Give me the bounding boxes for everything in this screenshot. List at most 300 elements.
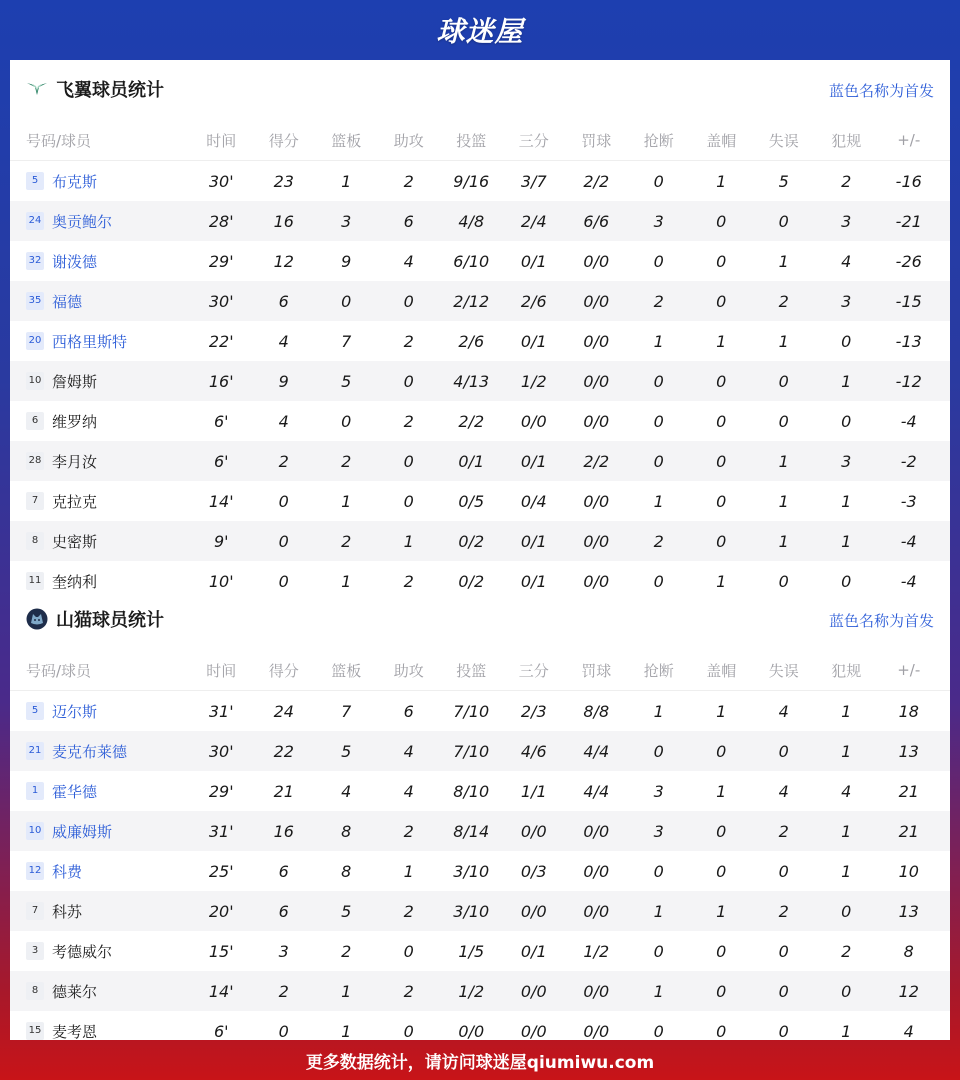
stat-cell-plusminus: 13 [898, 741, 919, 761]
stat-cell-steals: 0 [653, 941, 664, 961]
stat-cell-plusminus: -13 [895, 331, 922, 351]
player-cell [10, 211, 190, 232]
stat-cell-plusminus: -16 [895, 171, 922, 191]
stat-cell-turnovers: 4 [778, 701, 789, 721]
stat-cell-plusminus: -4 [900, 571, 917, 591]
stat-cell-fouls: 0 [841, 901, 852, 921]
stat-cell-steals: 0 [653, 171, 664, 191]
stat-cell-rebounds: 5 [341, 371, 352, 391]
player-cell [10, 901, 190, 922]
stat-cell-assists: 2 [403, 171, 414, 191]
stat-cell-assists: 6 [403, 211, 414, 231]
stat-cell-assists: 0 [403, 371, 414, 391]
lynx-team-icon [26, 608, 48, 630]
table-row [10, 971, 950, 1011]
stat-cell-time: 29' [208, 781, 234, 801]
stat-cell-rebounds: 4 [341, 781, 352, 801]
player-name-link[interactable]: 科苏 [52, 902, 83, 921]
stat-cell-plusminus: 18 [898, 701, 919, 721]
stat-cell-time: 30' [208, 171, 234, 191]
stat-cell-turnovers: 1 [778, 251, 789, 271]
player-name-link[interactable]: 麦克布莱德 [52, 742, 128, 761]
section-title [26, 606, 164, 632]
stat-cell-rebounds: 7 [341, 331, 352, 351]
player-name-link[interactable]: 霍华德 [52, 782, 98, 801]
stat-cell-fouls: 1 [841, 1021, 852, 1041]
player-cell [10, 701, 190, 722]
stat-cell-assists: 1 [403, 861, 414, 881]
player-name-link[interactable]: 詹姆斯 [52, 372, 98, 391]
table-row [10, 361, 950, 401]
footer-text[interactable]: 更多数据统计，请访问球迷屋qiumiwu.com [305, 1052, 655, 1073]
section-header [10, 590, 950, 650]
stat-cell-ft: 0/0 [583, 371, 610, 391]
stat-cell-turnovers: 0 [778, 571, 789, 591]
stat-cell-rebounds: 8 [341, 821, 352, 841]
stat-cell-fouls: 1 [841, 491, 852, 511]
player-name-link[interactable]: 威廉姆斯 [52, 822, 113, 841]
stat-cell-blocks: 0 [716, 211, 727, 231]
player-cell [10, 571, 190, 592]
col-header-fg: 投篮 [456, 131, 487, 150]
stat-cell-blocks: 0 [716, 821, 727, 841]
section-title-text: 山猫球员统计 [56, 610, 164, 631]
stat-cell-ft: 0/0 [583, 1021, 610, 1041]
jersey-number-badge: 8 [26, 982, 44, 1000]
stat-cell-assists: 2 [403, 411, 414, 431]
stat-cell-fg: 0/0 [458, 1021, 485, 1041]
player-name-link[interactable]: 迈尔斯 [52, 702, 98, 721]
stat-cell-fg: 2/6 [458, 331, 485, 351]
stat-cell-fouls: 1 [841, 531, 852, 551]
stat-cell-ft: 2/2 [583, 451, 610, 471]
stat-cell-blocks: 1 [716, 901, 727, 921]
player-cell [10, 821, 190, 842]
stat-cell-assists: 4 [403, 251, 414, 271]
stat-cell-blocks: 0 [716, 491, 727, 511]
stat-cell-ft: 0/0 [583, 571, 610, 591]
stat-cell-steals: 0 [653, 571, 664, 591]
stat-cell-fouls: 0 [841, 981, 852, 1001]
stat-cell-fouls: 1 [841, 701, 852, 721]
stat-cell-3pt: 0/1 [520, 941, 547, 961]
stat-cell-fouls: 3 [841, 211, 852, 231]
stat-cell-blocks: 0 [716, 251, 727, 271]
col-header-points: 得分 [268, 131, 299, 150]
stat-cell-fg: 7/10 [453, 741, 490, 761]
stat-cell-fg: 2/2 [458, 411, 485, 431]
stat-cell-plusminus: -4 [900, 411, 917, 431]
player-name-link[interactable]: 奥贡鲍尔 [52, 212, 113, 231]
table-row [10, 521, 950, 561]
stat-cell-steals: 1 [653, 331, 664, 351]
stat-cell-steals: 1 [653, 981, 664, 1001]
stat-cell-fouls: 0 [841, 411, 852, 431]
table-row [10, 321, 950, 361]
col-header-steals: 抢断 [643, 661, 674, 680]
table-header [10, 120, 950, 161]
col-header-fouls: 犯规 [831, 131, 862, 150]
stat-cell-fouls: 1 [841, 821, 852, 841]
stat-cell-steals: 0 [653, 371, 664, 391]
stat-cell-fg: 0/1 [458, 451, 485, 471]
starter-legend: 蓝色名称为首发 [828, 82, 934, 100]
stat-cell-plusminus: -21 [895, 211, 922, 231]
stat-cell-ft: 0/0 [583, 821, 610, 841]
stat-cell-time: 31' [208, 701, 234, 721]
table-row [10, 771, 950, 811]
stat-cell-points: 4 [278, 331, 289, 351]
table-row [10, 401, 950, 441]
stat-cell-rebounds: 0 [341, 291, 352, 311]
stat-cell-points: 0 [278, 491, 289, 511]
stat-cell-assists: 4 [403, 781, 414, 801]
stat-cell-assists: 6 [403, 701, 414, 721]
stat-cell-points: 0 [278, 571, 289, 591]
player-name-link[interactable]: 维罗纳 [52, 412, 98, 431]
stat-cell-assists: 2 [403, 901, 414, 921]
stat-cell-steals: 0 [653, 451, 664, 471]
jersey-number-badge: 32 [26, 252, 44, 270]
stat-cell-fouls: 3 [841, 451, 852, 471]
col-header-time: 时间 [206, 131, 237, 150]
stat-cell-blocks: 1 [716, 331, 727, 351]
col-header-steals: 抢断 [643, 131, 674, 150]
stat-cell-blocks: 0 [716, 451, 727, 471]
player-cell [10, 781, 190, 802]
jersey-number-badge: 21 [26, 742, 44, 760]
stat-cell-blocks: 0 [716, 861, 727, 881]
stat-cell-fg: 3/10 [453, 901, 490, 921]
stat-cell-points: 0 [278, 1021, 289, 1041]
jersey-number-badge: 5 [26, 172, 44, 190]
stat-cell-3pt: 0/4 [520, 491, 547, 511]
stat-cell-3pt: 4/6 [520, 741, 547, 761]
stat-cell-fg: 3/10 [453, 861, 490, 881]
stat-cell-plusminus: 12 [898, 981, 919, 1001]
jersey-number-badge: 12 [26, 862, 44, 880]
stat-cell-rebounds: 1 [341, 491, 352, 511]
stat-cell-rebounds: 2 [341, 531, 352, 551]
brand-logo[interactable]: 球迷屋 [436, 15, 524, 48]
stat-cell-rebounds: 7 [341, 701, 352, 721]
stat-cell-ft: 0/0 [583, 981, 610, 1001]
stat-cell-plusminus: -4 [900, 531, 917, 551]
player-cell [10, 331, 190, 352]
stat-cell-turnovers: 5 [778, 171, 789, 191]
stat-cell-time: 31' [208, 821, 234, 841]
player-rows [10, 161, 950, 601]
jersey-number-badge: 28 [26, 452, 44, 470]
stat-cell-time: 6' [213, 1021, 229, 1041]
player-name-link[interactable]: 德莱尔 [52, 982, 98, 1001]
stat-cell-3pt: 2/3 [520, 701, 547, 721]
stat-cell-plusminus: 13 [898, 901, 919, 921]
stat-cell-steals: 0 [653, 861, 664, 881]
player-cell [10, 491, 190, 512]
stat-cell-points: 12 [273, 251, 294, 271]
stat-cell-turnovers: 1 [778, 531, 789, 551]
table-row [10, 441, 950, 481]
stat-cell-fouls: 0 [841, 571, 852, 591]
stat-cell-assists: 2 [403, 981, 414, 1001]
stat-cell-3pt: 1/1 [520, 781, 547, 801]
stat-cell-3pt: 2/6 [520, 291, 547, 311]
stat-cell-time: 6' [213, 411, 229, 431]
stat-cell-points: 3 [278, 941, 289, 961]
stat-cell-blocks: 0 [716, 741, 727, 761]
stat-cell-rebounds: 1 [341, 171, 352, 191]
stat-cell-3pt: 0/1 [520, 451, 547, 471]
stat-cell-fouls: 1 [841, 861, 852, 881]
jersey-number-badge: 7 [26, 492, 44, 510]
stat-cell-3pt: 0/0 [520, 411, 547, 431]
stat-cell-3pt: 0/0 [520, 901, 547, 921]
stat-cell-fg: 8/14 [453, 821, 490, 841]
stat-cell-assists: 2 [403, 571, 414, 591]
stat-cell-fg: 0/5 [458, 491, 485, 511]
stat-cell-points: 16 [273, 821, 294, 841]
stat-cell-turnovers: 0 [778, 861, 789, 881]
stat-cell-points: 21 [273, 781, 294, 801]
jersey-number-badge: 6 [26, 412, 44, 430]
stat-cell-steals: 2 [653, 291, 664, 311]
stat-cell-3pt: 0/3 [520, 861, 547, 881]
stat-cell-time: 10' [208, 571, 234, 591]
stat-cell-assists: 0 [403, 491, 414, 511]
jersey-number-badge: 1 [26, 782, 44, 800]
col-header-assists: 助攻 [393, 661, 424, 680]
stat-cell-points: 24 [273, 701, 294, 721]
stat-cell-ft: 8/8 [583, 701, 610, 721]
stat-cell-turnovers: 4 [778, 781, 789, 801]
stat-cell-turnovers: 1 [778, 491, 789, 511]
stat-cell-blocks: 0 [716, 941, 727, 961]
player-name-link[interactable]: 史密斯 [52, 532, 98, 551]
stat-cell-points: 0 [278, 531, 289, 551]
stat-cell-blocks: 1 [716, 701, 727, 721]
jersey-number-badge: 20 [26, 332, 44, 350]
stat-cell-time: 29' [208, 251, 234, 271]
footer-promo[interactable] [0, 1040, 960, 1080]
stat-cell-plusminus: -3 [900, 491, 917, 511]
stat-cell-turnovers: 0 [778, 371, 789, 391]
stat-cell-turnovers: 0 [778, 1021, 789, 1041]
stat-cell-blocks: 0 [716, 371, 727, 391]
stat-cell-ft: 0/0 [583, 531, 610, 551]
stat-cell-fg: 0/2 [458, 571, 485, 591]
stat-cell-fg: 1/5 [458, 941, 485, 961]
stat-cell-points: 6 [278, 291, 289, 311]
player-cell [10, 411, 190, 432]
stat-cell-steals: 0 [653, 1021, 664, 1041]
stat-cell-assists: 0 [403, 1021, 414, 1041]
stat-cell-turnovers: 0 [778, 211, 789, 231]
stat-cell-fg: 2/12 [453, 291, 490, 311]
stat-cell-assists: 0 [403, 941, 414, 961]
stat-cell-rebounds: 3 [341, 211, 352, 231]
stat-cell-plusminus: 10 [898, 861, 919, 881]
stat-cell-time: 22' [208, 331, 234, 351]
starter-legend: 蓝色名称为首发 [828, 612, 934, 630]
player-name-link[interactable]: 克拉克 [52, 492, 98, 511]
col-header-fouls: 犯规 [831, 661, 862, 680]
stat-cell-turnovers: 2 [778, 291, 789, 311]
stat-cell-3pt: 0/0 [520, 1021, 547, 1041]
stat-cell-time: 28' [208, 211, 234, 231]
col-header-ft: 罚球 [581, 131, 612, 150]
stat-cell-fg: 4/8 [458, 211, 485, 231]
stat-cell-plusminus: 4 [903, 1021, 914, 1041]
stat-cell-plusminus: -2 [900, 451, 917, 471]
stat-cell-fouls: 4 [841, 781, 852, 801]
player-name-link[interactable]: 谢泼德 [52, 252, 98, 271]
player-name-link[interactable]: 布克斯 [52, 172, 98, 191]
stats-panel [10, 60, 950, 1040]
stat-cell-time: 30' [208, 741, 234, 761]
stat-cell-rebounds: 8 [341, 861, 352, 881]
stat-cell-blocks: 0 [716, 531, 727, 551]
stat-cell-fouls: 3 [841, 291, 852, 311]
player-cell [10, 861, 190, 882]
section-title [26, 76, 164, 102]
stat-cell-turnovers: 0 [778, 981, 789, 1001]
stat-cell-assists: 1 [403, 531, 414, 551]
stat-cell-plusminus: -15 [895, 291, 922, 311]
player-name-link[interactable]: 福德 [52, 292, 83, 311]
jersey-number-badge: 11 [26, 572, 44, 590]
player-name-link[interactable]: 西格里斯特 [52, 332, 128, 351]
stat-cell-steals: 3 [653, 781, 664, 801]
stat-cell-fg: 6/10 [453, 251, 490, 271]
table-row [10, 161, 950, 201]
jersey-number-badge: 35 [26, 292, 44, 310]
col-header-plusminus: +/- [897, 661, 921, 679]
stat-cell-3pt: 0/1 [520, 571, 547, 591]
stat-cell-3pt: 3/7 [520, 171, 547, 191]
stat-cell-points: 22 [273, 741, 294, 761]
jersey-number-badge: 5 [26, 702, 44, 720]
stat-cell-3pt: 0/1 [520, 531, 547, 551]
player-name-link[interactable]: 奎纳利 [52, 572, 98, 591]
stat-cell-rebounds: 1 [341, 981, 352, 1001]
stat-cell-3pt: 0/1 [520, 331, 547, 351]
stat-cell-points: 6 [278, 901, 289, 921]
player-cell [10, 291, 190, 312]
stat-cell-turnovers: 2 [778, 821, 789, 841]
team-section-lynx [10, 590, 950, 1051]
stat-cell-ft: 6/6 [583, 211, 610, 231]
player-cell [10, 531, 190, 552]
stat-cell-time: 9' [213, 531, 229, 551]
stat-cell-ft: 0/0 [583, 291, 610, 311]
player-cell [10, 941, 190, 962]
stat-cell-points: 4 [278, 411, 289, 431]
stat-cell-fouls: 1 [841, 741, 852, 761]
col-header-assists: 助攻 [393, 131, 424, 150]
stat-cell-blocks: 0 [716, 981, 727, 1001]
jersey-number-badge: 10 [26, 822, 44, 840]
stat-cell-fg: 4/13 [453, 371, 490, 391]
col-header-rebounds: 篮板 [331, 131, 362, 150]
col-header-plusminus: +/- [897, 131, 921, 149]
stat-cell-ft: 0/0 [583, 901, 610, 921]
table-row [10, 281, 950, 321]
stat-cell-3pt: 1/2 [520, 371, 547, 391]
stat-cell-ft: 4/4 [583, 741, 610, 761]
stat-cell-assists: 2 [403, 331, 414, 351]
stat-cell-assists: 2 [403, 821, 414, 841]
stat-cell-turnovers: 0 [778, 941, 789, 961]
stat-cell-time: 30' [208, 291, 234, 311]
wings-team-icon [26, 78, 48, 100]
player-name-link[interactable]: 科费 [52, 862, 83, 881]
table-row [10, 891, 950, 931]
player-name-link[interactable]: 李月汝 [52, 452, 98, 471]
table-row [10, 241, 950, 281]
stat-cell-rebounds: 0 [341, 411, 352, 431]
jersey-number-badge: 15 [26, 1022, 44, 1040]
stat-cell-time: 14' [208, 491, 234, 511]
stat-cell-ft: 0/0 [583, 491, 610, 511]
stat-cell-3pt: 2/4 [520, 211, 547, 231]
stat-cell-steals: 0 [653, 411, 664, 431]
stat-cell-fouls: 0 [841, 331, 852, 351]
stat-cell-time: 20' [208, 901, 234, 921]
stat-cell-ft: 0/0 [583, 411, 610, 431]
stat-cell-rebounds: 1 [341, 1021, 352, 1041]
col-header-points: 得分 [268, 661, 299, 680]
jersey-number-badge: 7 [26, 902, 44, 920]
stat-cell-blocks: 1 [716, 571, 727, 591]
stat-cell-rebounds: 1 [341, 571, 352, 591]
stat-cell-fg: 7/10 [453, 701, 490, 721]
stat-cell-fg: 8/10 [453, 781, 490, 801]
player-name-link[interactable]: 考德威尔 [52, 942, 113, 961]
col-header-time: 时间 [206, 661, 237, 680]
stat-cell-time: 14' [208, 981, 234, 1001]
col-header-player: 号码/球员 [26, 661, 92, 680]
stat-cell-ft: 4/4 [583, 781, 610, 801]
stat-cell-steals: 2 [653, 531, 664, 551]
stat-cell-steals: 0 [653, 741, 664, 761]
player-cell [10, 171, 190, 192]
stat-cell-steals: 1 [653, 491, 664, 511]
stat-cell-points: 9 [278, 371, 289, 391]
player-name-link[interactable]: 麦考恩 [52, 1022, 98, 1041]
stat-cell-fg: 9/16 [453, 171, 490, 191]
stat-cell-plusminus: 21 [898, 821, 919, 841]
stat-cell-rebounds: 9 [341, 251, 352, 271]
stat-cell-assists: 0 [403, 451, 414, 471]
stat-cell-plusminus: 21 [898, 781, 919, 801]
stat-cell-points: 2 [278, 451, 289, 471]
stat-cell-fouls: 2 [841, 171, 852, 191]
table-row [10, 731, 950, 771]
stat-cell-turnovers: 1 [778, 331, 789, 351]
player-cell [10, 741, 190, 762]
player-cell [10, 451, 190, 472]
section-header [10, 60, 950, 120]
stat-cell-time: 15' [208, 941, 234, 961]
col-header-blocks: 盖帽 [706, 661, 737, 680]
stat-cell-ft: 0/0 [583, 331, 610, 351]
table-row [10, 691, 950, 731]
stat-cell-assists: 4 [403, 741, 414, 761]
stat-cell-time: 6' [213, 451, 229, 471]
stat-cell-plusminus: -26 [895, 251, 922, 271]
stat-cell-fg: 0/2 [458, 531, 485, 551]
